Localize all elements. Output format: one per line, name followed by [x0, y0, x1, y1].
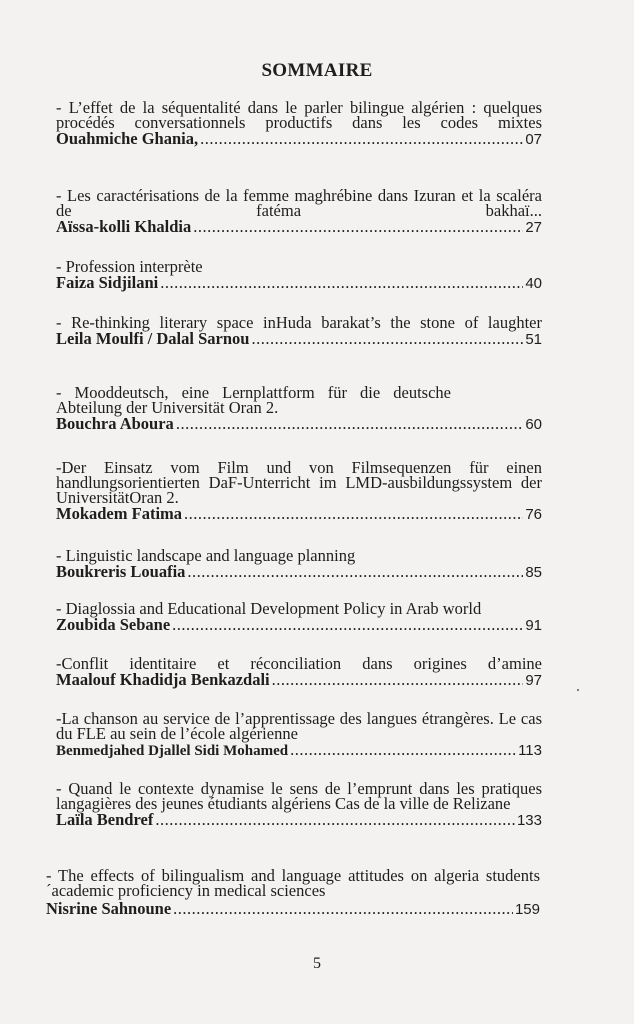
entry-row [56, 275, 542, 292]
entry-page: 113 [518, 742, 542, 759]
entry-row [56, 812, 542, 829]
page-number: 5 [313, 955, 321, 972]
leader-dots [184, 506, 523, 522]
entry-title: - Mooddeutsch, eine Lernplattform für die deutsche Abteilung der Universität Oran 2. [56, 383, 451, 417]
toc-entry [56, 315, 542, 348]
entry-author: Mokadem Fatima [56, 504, 183, 523]
toc-entry [46, 868, 540, 918]
toc-title: SOMMAIRE [261, 60, 373, 81]
entry-row [46, 901, 540, 918]
entry-row [56, 331, 542, 348]
entry-author: Boukreris Louafia [56, 562, 186, 581]
entry-title: - L’effet de la séquentalité dans le parler bilingue algérien : quelques procédés conversationnels productifs dans les codes mixtes [56, 98, 542, 132]
toc-entry [56, 460, 542, 523]
leader-dots [200, 131, 523, 147]
entry-author: Faiza Sidjilani [56, 273, 159, 292]
entry-title: - Profession interprète [56, 257, 203, 276]
entry-row [56, 617, 542, 634]
entry-title: - Les caractérisations de la femme maghrébine dans Izuran et la scaléra de fatéma bakhaï... [56, 186, 542, 220]
entry-page: 91 [525, 617, 542, 634]
entry-page: 51 [525, 331, 542, 348]
leader-dots [173, 901, 513, 917]
leader-dots [155, 812, 515, 828]
entry-title: -Der Einsatz vom Film und von Filmsequenzen für einen handlungsorientierten DaF-Unterricht im LMD-ausbildungssystem der UniversitätOran 2. [56, 458, 542, 507]
leader-dots [290, 742, 516, 758]
entry-author: Ouahmiche Ghania, [56, 129, 199, 148]
entry-page: 76 [525, 506, 542, 523]
entry-page: 97 [525, 672, 542, 689]
entry-author: Aïssa-kolli Khaldia [56, 217, 192, 236]
toc-entry [56, 781, 542, 829]
entry-title: - Linguistic landscape and language planning [56, 546, 356, 565]
entry-author: Maalouf Khadidja Benkazdali [56, 670, 270, 689]
entry-title: - Quand le contexte dynamise le sens de l’emprunt dans les pratiques langagières des jeunes étudiants algériens Cas de la ville de Relizane [56, 779, 542, 813]
entry-page: 60 [525, 416, 542, 433]
entry-row [56, 672, 542, 689]
toc-entry [56, 601, 542, 634]
entry-page: 133 [516, 812, 542, 829]
toc-entry [56, 100, 542, 148]
entry-page: 85 [525, 564, 542, 581]
entry-author: Bouchra Aboura [56, 414, 174, 433]
entry-author: Leila Moulfi / Dalal Sarnou [56, 329, 250, 348]
leader-dots [172, 617, 523, 633]
entry-title: - Diaglossia and Educational Development Policy in Arab world [56, 599, 482, 618]
entry-row [56, 506, 542, 523]
entry-page: 07 [525, 131, 542, 148]
leader-dots [272, 672, 524, 688]
entry-title: -La chanson au service de l’apprentissage des langues étrangères. Le cas du FLE au sein de l’école algérienne [56, 709, 542, 743]
entry-title: - Re-thinking literary space inHuda barakat’s the stone of laughter [56, 313, 542, 332]
entry-row [56, 416, 542, 433]
entry-page: 27 [525, 219, 542, 236]
entry-title: - The effects of bilingualism and language attitudes on algeria students´academic proficiency in medical sciences [46, 866, 540, 900]
entry-author: Laïla Bendref [56, 810, 154, 829]
toc-entry [56, 548, 542, 581]
leader-dots [251, 331, 523, 347]
leader-dots [176, 416, 524, 432]
toc-entry [56, 188, 542, 236]
toc-entry [56, 711, 542, 759]
entry-author: Benmedjahed Djallel Sidi Mohamed [56, 743, 289, 759]
leader-dots [193, 219, 523, 235]
entry-row [56, 564, 542, 581]
leader-dots [160, 275, 523, 291]
entry-author: Nisrine Sahnoune [46, 899, 172, 918]
entry-row [56, 219, 542, 236]
entry-page: 159 [514, 901, 540, 918]
paper-speck [577, 689, 579, 691]
entry-title: -Conflit identitaire et réconciliation dans origines d’amine [56, 654, 542, 673]
toc-entry [56, 656, 542, 689]
leader-dots [187, 564, 523, 580]
entry-page: 40 [525, 275, 542, 292]
entry-row [56, 131, 542, 148]
entry-author: Zoubida Sebane [56, 615, 171, 634]
toc-entry [56, 259, 542, 292]
toc-entry [56, 385, 542, 433]
entry-row [56, 742, 542, 759]
